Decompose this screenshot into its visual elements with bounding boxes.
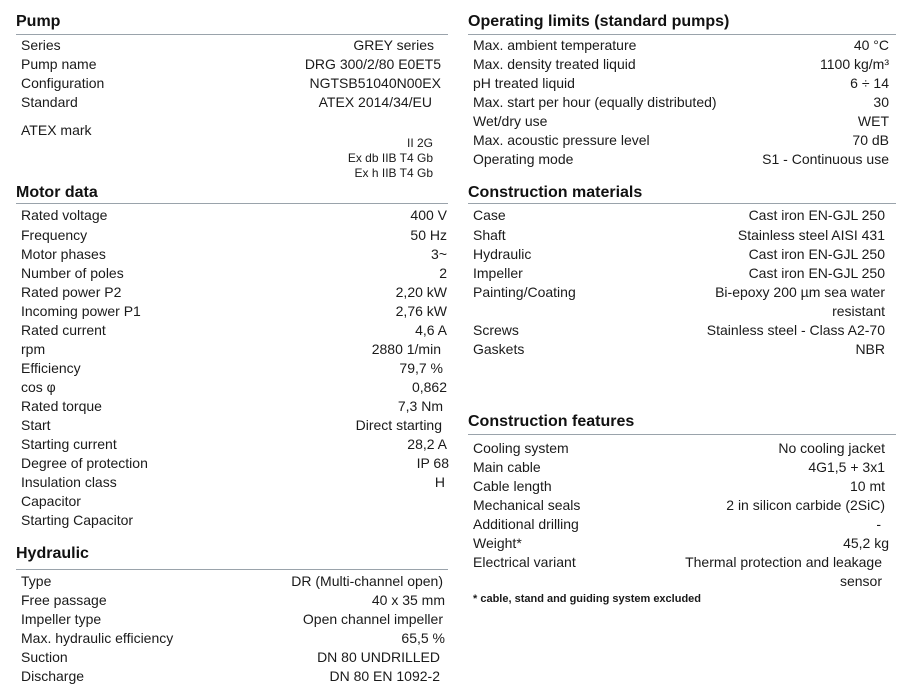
row-label: Series [21, 37, 61, 53]
row-value: Cast iron EN-GJL 250 [748, 207, 885, 223]
row-label: Free passage [21, 592, 107, 608]
row-value: Stainless steel AISI 431 [737, 227, 885, 243]
row-value: DN 80 UNDRILLED [317, 649, 440, 665]
row-label: Shaft [473, 227, 506, 243]
row-value: 10 mt [849, 478, 885, 494]
row-label: Insulation class [21, 474, 117, 490]
row-label: Degree of protection [21, 455, 148, 471]
row-value: DR (Multi-channel open) [291, 573, 443, 589]
row-value: Direct starting [355, 417, 442, 433]
row-label: Capacitor [21, 493, 81, 509]
row-value: 7,3 Nm [397, 398, 443, 414]
row-value: - [876, 516, 881, 532]
section-divider [468, 34, 896, 35]
row-value: 70 dB [852, 132, 889, 148]
row-label: Main cable [473, 459, 541, 475]
atex-mark-line: Ex h IIB T4 Gb [354, 166, 433, 180]
row-label: Hydraulic [473, 246, 532, 262]
row-value: 30 [873, 94, 889, 110]
row-label: Electrical variant [473, 554, 576, 570]
row-value: DRG 300/2/80 E0ET5 [304, 56, 441, 72]
row-label: Rated torque [21, 398, 102, 414]
row-value: 4G1,5 + 3x1 [808, 459, 885, 475]
row-value: 1100 kg/m³ [820, 56, 889, 72]
section-title-construction-features: Construction features [468, 413, 635, 430]
section-title-operating-limits: Operating limits (standard pumps) [468, 13, 730, 30]
row-value: No cooling jacket [778, 440, 885, 456]
row-label: Starting Capacitor [21, 512, 134, 528]
row-value: IP 68 [416, 455, 449, 471]
row-label: Standard [21, 94, 78, 110]
row-label: Pump name [21, 56, 97, 72]
row-label: Max. ambient temperature [473, 37, 637, 53]
footnote: * cable, stand and guiding system excluded [473, 593, 702, 605]
section-title-construction-materials: Construction materials [468, 184, 643, 201]
row-value: Bi-epoxy 200 µm sea water [715, 284, 885, 300]
row-label: Type [21, 573, 52, 589]
row-label: Weight* [473, 535, 522, 551]
row-value: GREY series [353, 37, 434, 53]
row-label: Incoming power P1 [21, 303, 141, 319]
row-label: Operating mode [473, 151, 574, 167]
row-label: Cable length [473, 478, 552, 494]
row-label: Number of poles [21, 265, 124, 281]
row-value: ATEX 2014/34/EU [318, 94, 432, 110]
row-label: Suction [21, 649, 68, 665]
row-value: 2880 1/min [371, 341, 441, 357]
row-label: Efficiency [21, 360, 81, 376]
row-value: 40 x 35 mm [371, 592, 445, 608]
row-label: Gaskets [473, 341, 525, 357]
row-value: WET [857, 113, 889, 129]
row-label: Rated power P2 [21, 284, 122, 300]
row-value: DN 80 EN 1092-2 [329, 668, 440, 684]
section-title-motor-data: Motor data [16, 184, 98, 201]
row-value: 2 [439, 265, 447, 281]
row-value: 0,862 [411, 379, 447, 395]
row-label: Screws [473, 322, 519, 338]
row-value: 45,2 kg [843, 535, 889, 551]
row-label: Max. start per hour (equally distributed) [473, 94, 717, 110]
atex-mark-line: II 2G [406, 136, 433, 150]
row-label: Case [473, 207, 506, 223]
row-value: Cast iron EN-GJL 250 [748, 246, 885, 262]
row-label: Discharge [21, 668, 85, 684]
row-label: Wet/dry use [473, 113, 548, 129]
row-value: 6 ÷ 14 [850, 75, 889, 91]
row-label: Max. density treated liquid [473, 56, 636, 72]
row-value: 4,6 A [415, 322, 447, 338]
row-value: 79,7 % [399, 360, 443, 376]
section-title-hydraulic: Hydraulic [16, 545, 89, 562]
row-label: Impeller type [21, 611, 102, 627]
row-label: Frequency [21, 227, 88, 243]
row-value-continued: sensor [839, 573, 882, 589]
row-value: Stainless steel - Class A2-70 [706, 322, 885, 338]
row-value: NBR [855, 341, 885, 357]
row-label: Start [21, 417, 51, 433]
section-divider [16, 569, 448, 570]
row-value: Open channel impeller [302, 611, 443, 627]
row-value: 2 in silicon carbide (2SiC) [726, 497, 885, 513]
row-label: Additional drilling [473, 516, 579, 532]
row-value: 40 °C [853, 37, 889, 53]
section-divider [16, 34, 448, 35]
row-value: H [434, 474, 445, 490]
row-value: NGTSB51040N00EX [309, 75, 441, 91]
row-value: 3~ [431, 246, 447, 262]
row-value: 400 V [410, 207, 447, 223]
row-label: Impeller [473, 265, 523, 281]
row-label: Painting/Coating [473, 284, 576, 300]
row-value: Thermal protection and leakage [685, 554, 882, 570]
row-value: 50 Hz [410, 227, 447, 243]
row-label: Rated voltage [21, 207, 108, 223]
row-value: 2,20 kW [395, 284, 447, 300]
row-value-continued: resistant [832, 303, 885, 319]
section-title-pump: Pump [16, 13, 61, 30]
row-label: Cooling system [473, 440, 569, 456]
row-label: cos φ [21, 379, 56, 395]
section-divider [468, 434, 896, 435]
section-divider [16, 203, 448, 204]
row-label: pH treated liquid [473, 75, 575, 91]
row-value: S1 - Continuous use [762, 151, 889, 167]
atex-mark-line: Ex db IIB T4 Gb [347, 151, 433, 165]
row-label: Mechanical seals [473, 497, 581, 513]
row-label: Max. hydraulic efficiency [21, 630, 174, 646]
row-value: Cast iron EN-GJL 250 [748, 265, 885, 281]
row-label: rpm [21, 341, 46, 357]
atex-mark-label: ATEX mark [21, 122, 92, 138]
row-value: 28,2 A [407, 436, 447, 452]
row-label: Starting current [21, 436, 117, 452]
row-label: Max. acoustic pressure level [473, 132, 650, 148]
row-label: Motor phases [21, 246, 106, 262]
row-value: 2,76 kW [395, 303, 447, 319]
section-divider [468, 203, 896, 204]
row-label: Rated current [21, 322, 106, 338]
row-value: 65,5 % [401, 630, 445, 646]
row-label: Configuration [21, 75, 105, 91]
